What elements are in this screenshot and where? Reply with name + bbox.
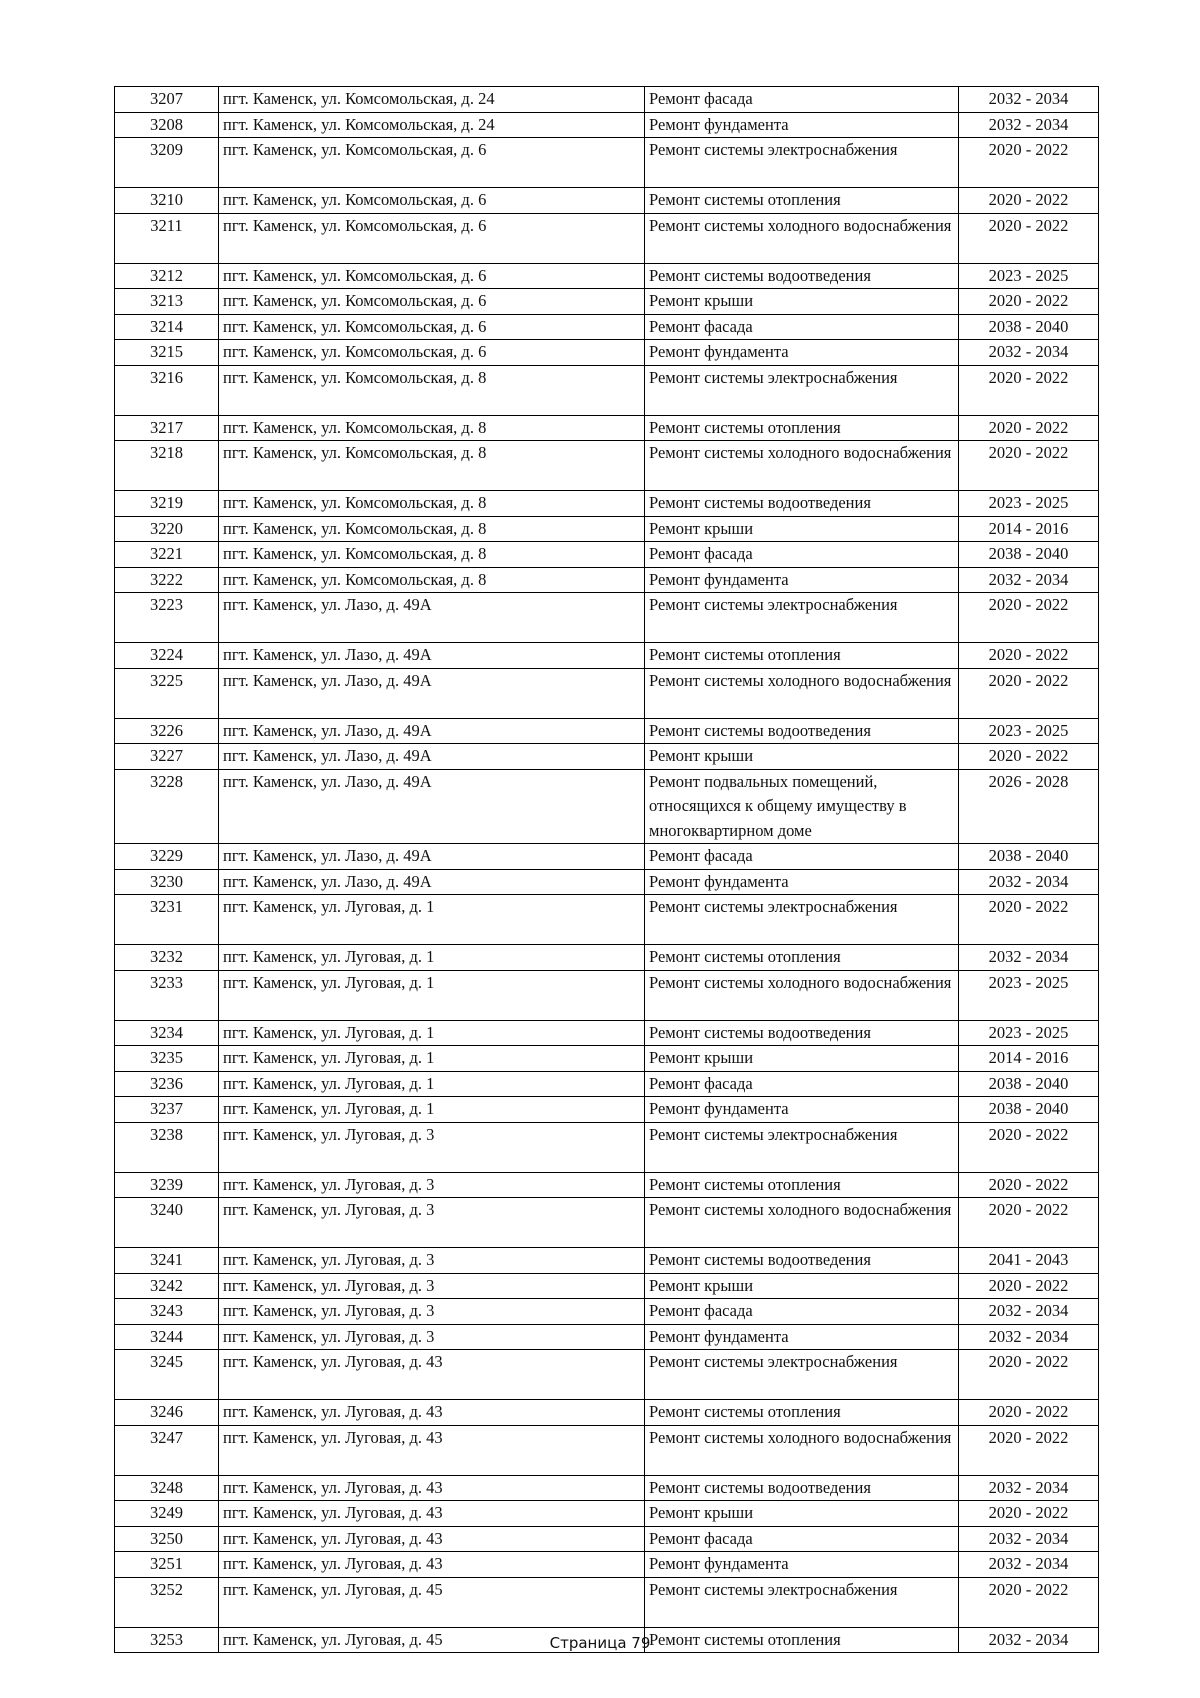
- period-cell: 2020 - 2022: [959, 1122, 1099, 1172]
- table-row: [115, 112, 1099, 138]
- period-cell: 2020 - 2022: [959, 415, 1099, 441]
- table-row: [115, 314, 1099, 340]
- table-row: [115, 1501, 1099, 1527]
- row-number-cell: 3235: [115, 1046, 219, 1072]
- table-row: [115, 542, 1099, 568]
- table-row: [115, 1400, 1099, 1426]
- period-cell: 2020 - 2022: [959, 1273, 1099, 1299]
- row-number-cell: 3229: [115, 844, 219, 870]
- work-type-cell: Ремонт системы водоотведения: [645, 1020, 959, 1046]
- table-row: [115, 340, 1099, 366]
- work-type-cell: Ремонт системы отопления: [645, 1400, 959, 1426]
- row-number-cell: 3208: [115, 112, 219, 138]
- address-cell: пгт. Каменск, ул. Луговая, д. 1: [219, 970, 645, 1020]
- address-cell: пгт. Каменск, ул. Лазо, д. 49А: [219, 593, 645, 643]
- period-cell: 2023 - 2025: [959, 718, 1099, 744]
- table-row: [115, 1552, 1099, 1578]
- period-cell: 2020 - 2022: [959, 593, 1099, 643]
- row-number-cell: 3237: [115, 1097, 219, 1123]
- table-row: [115, 1046, 1099, 1072]
- address-cell: пгт. Каменск, ул. Луговая, д. 3: [219, 1273, 645, 1299]
- row-number-cell: 3225: [115, 668, 219, 718]
- period-cell: 2023 - 2025: [959, 1020, 1099, 1046]
- table-row: [115, 263, 1099, 289]
- row-number-cell: 3251: [115, 1552, 219, 1578]
- address-cell: пгт. Каменск, ул. Луговая, д. 43: [219, 1350, 645, 1400]
- address-cell: пгт. Каменск, ул. Комсомольская, д. 8: [219, 542, 645, 568]
- address-cell: пгт. Каменск, ул. Комсомольская, д. 8: [219, 516, 645, 542]
- row-number-cell: 3210: [115, 188, 219, 214]
- address-cell: пгт. Каменск, ул. Лазо, д. 49А: [219, 769, 645, 844]
- period-cell: 2014 - 2016: [959, 1046, 1099, 1072]
- work-type-cell: Ремонт фасада: [645, 1299, 959, 1325]
- row-number-cell: 3240: [115, 1198, 219, 1248]
- period-cell: 2038 - 2040: [959, 314, 1099, 340]
- row-number-cell: 3231: [115, 895, 219, 945]
- period-cell: 2023 - 2025: [959, 263, 1099, 289]
- table-row: [115, 1526, 1099, 1552]
- work-type-cell: Ремонт крыши: [645, 516, 959, 542]
- address-cell: пгт. Каменск, ул. Луговая, д. 1: [219, 895, 645, 945]
- address-cell: пгт. Каменск, ул. Комсомольская, д. 6: [219, 188, 645, 214]
- address-cell: пгт. Каменск, ул. Комсомольская, д. 6: [219, 213, 645, 263]
- address-cell: пгт. Каменск, ул. Луговая, д. 3: [219, 1299, 645, 1325]
- address-cell: пгт. Каменск, ул. Комсомольская, д. 8: [219, 365, 645, 415]
- work-type-cell: Ремонт фасада: [645, 542, 959, 568]
- row-number-cell: 3247: [115, 1425, 219, 1475]
- table-row: [115, 138, 1099, 188]
- row-number-cell: 3243: [115, 1299, 219, 1325]
- period-cell: 2020 - 2022: [959, 1350, 1099, 1400]
- table-row: [115, 1425, 1099, 1475]
- address-cell: пгт. Каменск, ул. Луговая, д. 45: [219, 1577, 645, 1627]
- period-cell: 2020 - 2022: [959, 138, 1099, 188]
- period-cell: 2020 - 2022: [959, 365, 1099, 415]
- work-type-cell: Ремонт системы отопления: [645, 1172, 959, 1198]
- table-row: [115, 1198, 1099, 1248]
- table-row: [115, 289, 1099, 315]
- period-cell: 2020 - 2022: [959, 1425, 1099, 1475]
- work-type-cell: Ремонт фасада: [645, 314, 959, 340]
- row-number-cell: 3248: [115, 1475, 219, 1501]
- row-number-cell: 3230: [115, 869, 219, 895]
- period-cell: 2020 - 2022: [959, 895, 1099, 945]
- address-cell: пгт. Каменск, ул. Луговая, д. 1: [219, 945, 645, 971]
- row-number-cell: 3207: [115, 87, 219, 113]
- table-row: [115, 87, 1099, 113]
- address-cell: пгт. Каменск, ул. Лазо, д. 49А: [219, 844, 645, 870]
- table-row: [115, 945, 1099, 971]
- row-number-cell: 3232: [115, 945, 219, 971]
- work-type-cell: Ремонт системы холодного водоснабжения: [645, 441, 959, 491]
- period-cell: 2020 - 2022: [959, 1172, 1099, 1198]
- row-number-cell: 3213: [115, 289, 219, 315]
- period-cell: 2014 - 2016: [959, 516, 1099, 542]
- table-row: [115, 844, 1099, 870]
- row-number-cell: 3226: [115, 718, 219, 744]
- row-number-cell: 3212: [115, 263, 219, 289]
- address-cell: пгт. Каменск, ул. Комсомольская, д. 6: [219, 263, 645, 289]
- period-cell: 2020 - 2022: [959, 188, 1099, 214]
- table-row: [115, 895, 1099, 945]
- table-row: [115, 593, 1099, 643]
- address-cell: пгт. Каменск, ул. Лазо, д. 49А: [219, 869, 645, 895]
- work-type-cell: Ремонт системы отопления: [645, 643, 959, 669]
- row-number-cell: 3216: [115, 365, 219, 415]
- row-number-cell: 3250: [115, 1526, 219, 1552]
- row-number-cell: 3245: [115, 1350, 219, 1400]
- table-row: [115, 1071, 1099, 1097]
- row-number-cell: 3238: [115, 1122, 219, 1172]
- row-number-cell: 3209: [115, 138, 219, 188]
- row-number-cell: 3249: [115, 1501, 219, 1527]
- work-type-cell: Ремонт крыши: [645, 744, 959, 770]
- work-type-cell: Ремонт фундамента: [645, 340, 959, 366]
- row-number-cell: 3241: [115, 1248, 219, 1274]
- table-row: [115, 1172, 1099, 1198]
- period-cell: 2032 - 2034: [959, 1475, 1099, 1501]
- table-row: [115, 213, 1099, 263]
- table-row: [115, 744, 1099, 770]
- address-cell: пгт. Каменск, ул. Луговая, д. 1: [219, 1097, 645, 1123]
- work-type-cell: Ремонт системы холодного водоснабжения: [645, 668, 959, 718]
- work-type-cell: Ремонт фасада: [645, 844, 959, 870]
- work-type-cell: Ремонт системы электроснабжения: [645, 138, 959, 188]
- table-row: [115, 1475, 1099, 1501]
- work-type-cell: Ремонт системы электроснабжения: [645, 593, 959, 643]
- period-cell: 2038 - 2040: [959, 844, 1099, 870]
- row-number-cell: 3221: [115, 542, 219, 568]
- address-cell: пгт. Каменск, ул. Луговая, д. 43: [219, 1526, 645, 1552]
- work-type-cell: Ремонт фундамента: [645, 869, 959, 895]
- work-type-cell: Ремонт системы водоотведения: [645, 1475, 959, 1501]
- row-number-cell: 3234: [115, 1020, 219, 1046]
- address-cell: пгт. Каменск, ул. Комсомольская, д. 6: [219, 138, 645, 188]
- work-type-cell: Ремонт фасада: [645, 1071, 959, 1097]
- work-type-cell: Ремонт системы отопления: [645, 945, 959, 971]
- table-row: [115, 1248, 1099, 1274]
- period-cell: 2020 - 2022: [959, 213, 1099, 263]
- work-type-cell: Ремонт системы водоотведения: [645, 491, 959, 517]
- period-cell: 2032 - 2034: [959, 112, 1099, 138]
- address-cell: пгт. Каменск, ул. Луговая, д. 3: [219, 1172, 645, 1198]
- period-cell: 2020 - 2022: [959, 441, 1099, 491]
- address-cell: пгт. Каменск, ул. Луговая, д. 43: [219, 1501, 645, 1527]
- period-cell: 2038 - 2040: [959, 542, 1099, 568]
- row-number-cell: 3220: [115, 516, 219, 542]
- period-cell: 2032 - 2034: [959, 945, 1099, 971]
- row-number-cell: 3244: [115, 1324, 219, 1350]
- work-type-cell: Ремонт системы холодного водоснабжения: [645, 213, 959, 263]
- table-row: [115, 1020, 1099, 1046]
- work-type-cell: Ремонт системы отопления: [645, 1627, 959, 1653]
- row-number-cell: 3233: [115, 970, 219, 1020]
- table-row: [115, 643, 1099, 669]
- table-row: [115, 491, 1099, 517]
- work-type-cell: Ремонт фасада: [645, 87, 959, 113]
- row-number-cell: 3246: [115, 1400, 219, 1426]
- work-type-cell: Ремонт системы электроснабжения: [645, 365, 959, 415]
- work-type-cell: Ремонт крыши: [645, 1046, 959, 1072]
- table-row: [115, 1324, 1099, 1350]
- address-cell: пгт. Каменск, ул. Луговая, д. 1: [219, 1020, 645, 1046]
- row-number-cell: 3236: [115, 1071, 219, 1097]
- address-cell: пгт. Каменск, ул. Лазо, д. 49А: [219, 668, 645, 718]
- period-cell: 2032 - 2034: [959, 1299, 1099, 1325]
- work-type-cell: Ремонт фасада: [645, 1526, 959, 1552]
- address-cell: пгт. Каменск, ул. Луговая, д. 3: [219, 1324, 645, 1350]
- row-number-cell: 3242: [115, 1273, 219, 1299]
- repair-schedule-table: [114, 86, 1099, 1653]
- table-row: [115, 1577, 1099, 1627]
- work-type-cell: Ремонт подвальных помещений, относящихся к общему имуществу в многоквартирном доме: [645, 769, 959, 844]
- address-cell: пгт. Каменск, ул. Луговая, д. 43: [219, 1425, 645, 1475]
- table-row: [115, 668, 1099, 718]
- table-body: [115, 87, 1099, 1653]
- table-row: [115, 365, 1099, 415]
- address-cell: пгт. Каменск, ул. Комсомольская, д. 8: [219, 491, 645, 517]
- address-cell: пгт. Каменск, ул. Луговая, д. 3: [219, 1122, 645, 1172]
- work-type-cell: Ремонт системы электроснабжения: [645, 1577, 959, 1627]
- address-cell: пгт. Каменск, ул. Комсомольская, д. 24: [219, 87, 645, 113]
- table-row: [115, 970, 1099, 1020]
- period-cell: 2020 - 2022: [959, 289, 1099, 315]
- table-row: [115, 1273, 1099, 1299]
- work-type-cell: Ремонт крыши: [645, 1273, 959, 1299]
- period-cell: 2038 - 2040: [959, 1071, 1099, 1097]
- period-cell: 2041 - 2043: [959, 1248, 1099, 1274]
- address-cell: пгт. Каменск, ул. Луговая, д. 43: [219, 1475, 645, 1501]
- period-cell: 2032 - 2034: [959, 1526, 1099, 1552]
- row-number-cell: 3228: [115, 769, 219, 844]
- table-row: [115, 869, 1099, 895]
- work-type-cell: Ремонт крыши: [645, 1501, 959, 1527]
- work-type-cell: Ремонт системы электроснабжения: [645, 895, 959, 945]
- page-number: Страница 79: [549, 1634, 651, 1652]
- address-cell: пгт. Каменск, ул. Лазо, д. 49А: [219, 643, 645, 669]
- period-cell: 2032 - 2034: [959, 340, 1099, 366]
- table-row: [115, 718, 1099, 744]
- work-type-cell: Ремонт системы холодного водоснабжения: [645, 1425, 959, 1475]
- work-type-cell: Ремонт крыши: [645, 289, 959, 315]
- work-type-cell: Ремонт системы водоотведения: [645, 1248, 959, 1274]
- period-cell: 2020 - 2022: [959, 1400, 1099, 1426]
- row-number-cell: 3224: [115, 643, 219, 669]
- table-row: [115, 415, 1099, 441]
- period-cell: 2023 - 2025: [959, 970, 1099, 1020]
- address-cell: пгт. Каменск, ул. Лазо, д. 49А: [219, 744, 645, 770]
- period-cell: 2038 - 2040: [959, 1097, 1099, 1123]
- address-cell: пгт. Каменск, ул. Комсомольская, д. 6: [219, 340, 645, 366]
- work-type-cell: Ремонт системы холодного водоснабжения: [645, 1198, 959, 1248]
- row-number-cell: 3252: [115, 1577, 219, 1627]
- work-type-cell: Ремонт системы отопления: [645, 188, 959, 214]
- period-cell: 2032 - 2034: [959, 1552, 1099, 1578]
- row-number-cell: 3215: [115, 340, 219, 366]
- table-row: [115, 769, 1099, 844]
- work-type-cell: Ремонт системы водоотведения: [645, 718, 959, 744]
- table-row: [115, 188, 1099, 214]
- address-cell: пгт. Каменск, ул. Комсомольская, д. 6: [219, 314, 645, 340]
- address-cell: пгт. Каменск, ул. Луговая, д. 43: [219, 1400, 645, 1426]
- address-cell: пгт. Каменск, ул. Луговая, д. 45: [219, 1627, 645, 1653]
- address-cell: пгт. Каменск, ул. Лазо, д. 49А: [219, 718, 645, 744]
- address-cell: пгт. Каменск, ул. Комсомольская, д. 8: [219, 567, 645, 593]
- period-cell: 2020 - 2022: [959, 643, 1099, 669]
- period-cell: 2023 - 2025: [959, 491, 1099, 517]
- row-number-cell: 3217: [115, 415, 219, 441]
- row-number-cell: 3253: [115, 1627, 219, 1653]
- table-row: [115, 516, 1099, 542]
- period-cell: 2032 - 2034: [959, 567, 1099, 593]
- table-row: [115, 1299, 1099, 1325]
- work-type-cell: Ремонт фундамента: [645, 112, 959, 138]
- work-type-cell: Ремонт системы электроснабжения: [645, 1122, 959, 1172]
- row-number-cell: 3219: [115, 491, 219, 517]
- table-row: [115, 441, 1099, 491]
- address-cell: пгт. Каменск, ул. Луговая, д. 3: [219, 1248, 645, 1274]
- table-row: [115, 567, 1099, 593]
- table-row: [115, 1350, 1099, 1400]
- row-number-cell: 3211: [115, 213, 219, 263]
- address-cell: пгт. Каменск, ул. Комсомольская, д. 24: [219, 112, 645, 138]
- work-type-cell: Ремонт фундамента: [645, 567, 959, 593]
- work-type-cell: Ремонт фундамента: [645, 1552, 959, 1578]
- address-cell: пгт. Каменск, ул. Комсомольская, д. 8: [219, 415, 645, 441]
- work-type-cell: Ремонт фундамента: [645, 1324, 959, 1350]
- work-type-cell: Ремонт системы электроснабжения: [645, 1350, 959, 1400]
- address-cell: пгт. Каменск, ул. Комсомольская, д. 8: [219, 441, 645, 491]
- period-cell: 2026 - 2028: [959, 769, 1099, 844]
- table-row: [115, 1097, 1099, 1123]
- period-cell: 2020 - 2022: [959, 1501, 1099, 1527]
- period-cell: 2020 - 2022: [959, 1198, 1099, 1248]
- period-cell: 2032 - 2034: [959, 1627, 1099, 1653]
- period-cell: 2020 - 2022: [959, 1577, 1099, 1627]
- row-number-cell: 3222: [115, 567, 219, 593]
- row-number-cell: 3227: [115, 744, 219, 770]
- row-number-cell: 3218: [115, 441, 219, 491]
- work-type-cell: Ремонт системы отопления: [645, 415, 959, 441]
- work-type-cell: Ремонт системы холодного водоснабжения: [645, 970, 959, 1020]
- work-type-cell: Ремонт системы водоотведения: [645, 263, 959, 289]
- work-type-cell: Ремонт фундамента: [645, 1097, 959, 1123]
- address-cell: пгт. Каменск, ул. Луговая, д. 1: [219, 1071, 645, 1097]
- period-cell: 2020 - 2022: [959, 744, 1099, 770]
- table-row: [115, 1122, 1099, 1172]
- period-cell: 2032 - 2034: [959, 87, 1099, 113]
- address-cell: пгт. Каменск, ул. Луговая, д. 1: [219, 1046, 645, 1072]
- period-cell: 2020 - 2022: [959, 668, 1099, 718]
- address-cell: пгт. Каменск, ул. Комсомольская, д. 6: [219, 289, 645, 315]
- row-number-cell: 3214: [115, 314, 219, 340]
- row-number-cell: 3223: [115, 593, 219, 643]
- period-cell: 2032 - 2034: [959, 1324, 1099, 1350]
- row-number-cell: 3239: [115, 1172, 219, 1198]
- period-cell: 2032 - 2034: [959, 869, 1099, 895]
- address-cell: пгт. Каменск, ул. Луговая, д. 3: [219, 1198, 645, 1248]
- address-cell: пгт. Каменск, ул. Луговая, д. 43: [219, 1552, 645, 1578]
